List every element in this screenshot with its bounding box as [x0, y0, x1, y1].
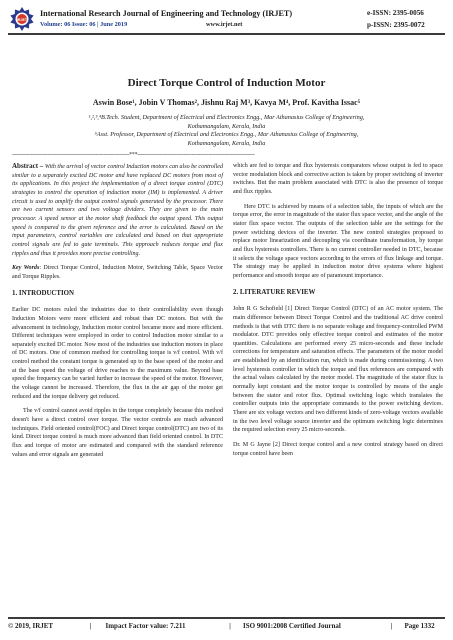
footer-separator: | — [229, 622, 231, 630]
logo-text: IRJET — [16, 17, 28, 22]
footer-rule — [8, 617, 445, 619]
section-heading-literature-review: 2. LITERATURE REVIEW — [233, 288, 316, 296]
e-issn: e-ISSN: 2395-0056 — [367, 9, 424, 17]
footer-impact-factor: Impact Factor value: 7.211 — [105, 622, 186, 630]
footer-iso-cert: ISO 9001:2008 Certified Journal — [243, 622, 341, 630]
keywords-label: Key Words — [12, 265, 40, 272]
section-heading-introduction: 1. INTRODUCTION — [12, 289, 75, 297]
header-rule — [8, 33, 445, 35]
affiliation-line: Kothamangalam, Kerala, India — [187, 122, 266, 130]
keywords — [12, 264, 223, 281]
affiliation-line: ⁵Asst. Professor, Department of Electrical and Electronics Engg., Mar Athanasius College of Engineering, — [94, 131, 359, 138]
section-separator: ---------------------------------------------------------------------***--------------------------------------------------------------------- — [12, 152, 255, 158]
paper-title: Direct Torque Control of Induction Motor — [127, 77, 326, 89]
abstract-label: Abstract – — [12, 162, 44, 170]
footer-separator: | — [390, 622, 393, 630]
paragraph: Here DTC is achieved by means of a selection table, the inputs of which are the torque error, the error in magnitude of the stator flux space vector, and the angle of the stator flux space vector. The outputs of the selection table are the settings for the power switching devices of the inverter. The new control strategies proposed to replace motor linearization and decoupling via coordinate transformation, by torque and flux hysteresis controllers. There is no current controller needed in DTC, because it selects the voltage space vectors according to the errors of flux linkage and torque. The strategy may be applied in induction motor drive systems where highest performance and smooth torque are of paramount importance. — [233, 203, 443, 279]
journal-website-link[interactable]: www.irjet.net — [206, 21, 243, 28]
p-issn: p-ISSN: 2395-0072 — [367, 21, 425, 29]
page-footer — [8, 622, 445, 630]
footer-copyright: © 2019, IRJET — [8, 622, 54, 630]
abstract-text: With the arrival of vector control Induction motors can also be controlled similar to a separately excited DC motor and have replaced DC motors from most of its applications. In this project the implementation of a direct torque control (DTC) strategies to control the operation of induction motor (IM) is implemented. A driver circuit is used to amplify the output control signals generated by the processor. There are two current sensors and two voltage dividers. They are given to the main processor. A speed sensor at the motor shaft feedback the output speed. This output speed is compared to the given reference and the error is calculated. Based on the input parameters, control variables are calculated and based on that appropriate control signals are fed to gate terminals. This approach reduces torque and flux ripples and thus it provides more precise controlling. — [12, 164, 223, 257]
paragraph: Dr. M G Jayne [2] Direct torque control and a new control strategy based on direct torque control have been — [233, 442, 443, 457]
journal-title: International Research Journal of Engineering and Technology (IRJET) — [40, 9, 293, 18]
paragraph: John R G Schofield [1] Direct Torque Control (DTC) of an AC motor system. The main difference between Direct Torque Control and the traditional AC drive control methods is that with DTC there is no separate voltage and frequency-controlled PWM modulator. DTC provides only effective torque control and estimates of the motor quantities. Calculations are performed every 25 micro-seconds and these include corrections for temperature and saturation effects. The parameters of the motor model are established by an identification run, which is made during commissioning. A two level hysteresis controller in which the torque and flux references are compared with the actual values calculated by the motor model. The magnitude of the stator flux is normally kept constant and the motor torque is controlled by means of the angle between the stator and rotor flux. Optimal switching logic which translates the controller outputs into the appropriate commands to the power switching devices. There are six voltage vectors and two different kinds of zero-voltage vectors available in the two level voltage source inverter and the optimum switching logic determines the required selection every 25 micro-seconds. — [233, 306, 443, 434]
irjet-logo — [9, 6, 35, 32]
paragraph: which are fed to torque and flux hysteresis comparators whose output is fed to space vector modulation block and corrective action is taken by proper switching of inverter switches. But the main problem associated with DTC is also the presence of torque and flux ripples. — [233, 163, 443, 195]
footer-separator: | — [89, 622, 92, 630]
affiliation-line: Kothamangalam, Kerala, India — [187, 139, 266, 147]
keywords-text: : Direct Torque Control, Induction Motor, Switching Table, Space Vector and Torque Ripples. — [12, 265, 223, 280]
abstract — [12, 162, 223, 258]
right-column — [233, 162, 443, 464]
paragraph: Earlier DC motors ruled the industries due to their controllability even though Induction Motors were more efficient and robust than DC motors. But with the advancement in technology, Induction motor control became more and more efficient. Different techniques were employed in order to control Induction motor similar to a separately excited DC motor. Now most of the industries use induction motors in place of DC motors. One of common method for controlling torque is v/f control. With v/f control method the constant torque is generated up to the base speed of the motor and at the base speed the voltage of drive reaches to the maximum value. Beyond base speed the frequency can be varied further to increase the speed of the motor. However, the voltage cannot be increased. Therefore, the flux in the air gap of the motor get reduced and the torque delivery get reduced. — [12, 307, 223, 400]
affiliation-line: ¹,²,³,⁴B.Tech. Student, Department of Electrical and Electronics Engg., Mar Athanasius College of Engineering, — [88, 114, 365, 121]
footer-page-number: Page 1332 — [404, 622, 435, 630]
left-column — [12, 162, 223, 465]
author-list: Aswin Bose¹, Jobin V Thomas², Jishnu Raj M³, Kavya M⁴, Prof. Kavitha Issac⁵ — [92, 98, 361, 107]
paragraph: The v/f control cannot avoid ripples in the torque completely because this method doesn't have a direct control over torque. The vector controls are much advanced techniques. Field oriented control(FOC) and Direct torque control(DTC) are two of its kind. Direct torque control is much more advanced than field oriented control. In DTC flux and torque of motor are estimated and compared with the standard reference values and error signals are generated — [12, 408, 223, 458]
volume-issue: Volume: 06 Issue: 06 | June 2019 — [40, 21, 128, 28]
